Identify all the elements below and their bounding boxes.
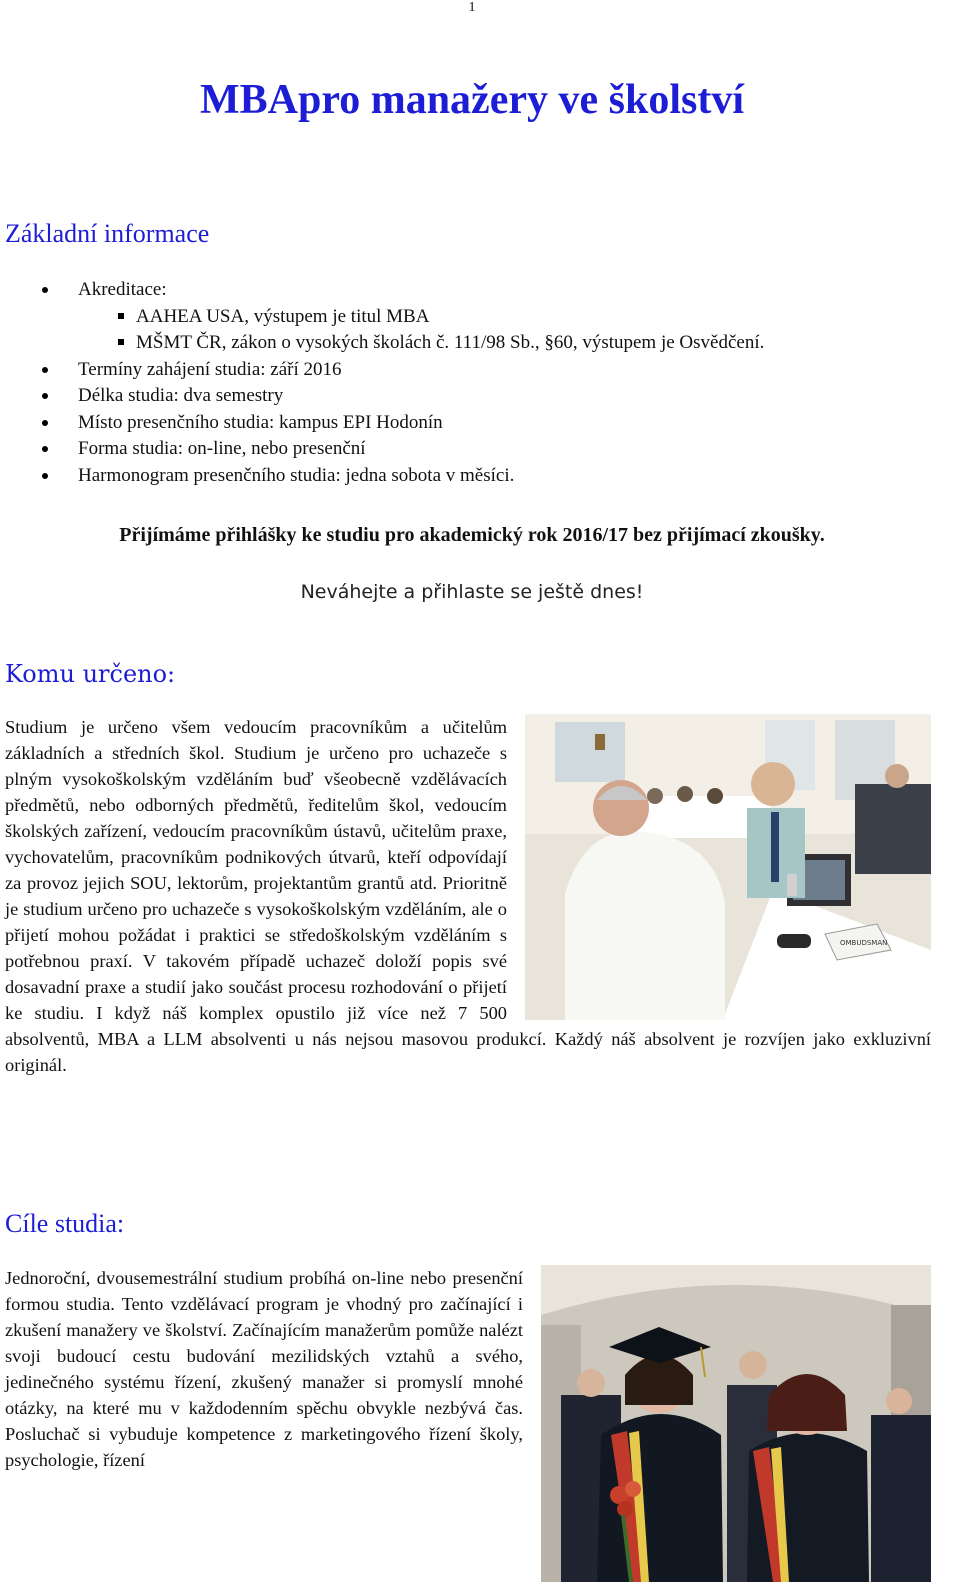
page-number: 1 (468, 0, 476, 15)
heading-goals: Cíle studia: (5, 1209, 125, 1238)
call-to-action: Neváhejte a přihlaste se ještě dnes! (300, 581, 644, 603)
heading-audience: Komu určeno: (5, 660, 176, 688)
accreditation-label: Akreditace: (78, 279, 167, 300)
heading-basic-info: Základní informace (5, 219, 210, 248)
accreditation-sublist (78, 304, 764, 357)
graduation-photo (541, 1265, 931, 1582)
list-item-location: Místo presenčního studia: kampus EPI Hodonín (0, 410, 764, 437)
basic-info-list (0, 277, 764, 489)
audience-paragraph: Studium je určeno všem vedoucím pracovníkům a učitelům základních a středních škol. Studium je určeno pro uchazeče s plným vysokoškolským vzděláním buď všeobecně vzdělávacích předmětů, nebo odborných předmětů, ředitelům škol, vedoucím školských zařízení, vedoucím pracovníkům ústavů, učitelům praxe, vychovatelům, pracovníkům podnikových útvarů, kteří odpovídají za provoz jejich SOU, lektorům, projektantům grantů atd. Prioritně je studium určeno pro uchazeče s vysokoškolským vzděláním, ale o přijetí mohou požádat i praktici se středoškolským vzděláním s potřebnou praxí. V takovém případě uchazeč doloží popis své dosavadní praxe a studií jako součást procesu rozhodování o přijetí ke studiu. I když náš komplex opustilo již více než 7 500 absolventů, MBA a LLM absolventi u nás nejsou masovou produkcí. Každý náš absolvent je rozvíjen jako exkluzivní originál. (5, 717, 931, 1075)
accreditation-item: MŠMT ČR, zákon o vysokých školách č. 111/98 Sb., §60, výstupem je Osvědčení. (78, 330, 764, 357)
accreditation-item: AAHEA USA, výstupem je titul MBA (78, 304, 764, 331)
list-item-form: Forma studia: on-line, nebo presenční (0, 436, 764, 463)
list-item-start-date: Termíny zahájení studia: září 2016 (0, 357, 764, 384)
ombudsman-sign: OMBUDSMAN (840, 939, 888, 947)
consultation-photo (525, 714, 931, 1020)
list-item-accreditation (0, 277, 764, 357)
admission-note: Přijímáme přihlášky ke studiu pro akademický rok 2016/17 bez přijímací zkoušky. (119, 524, 825, 546)
goals-paragraph: Jednoroční, dvousemestrální studium probíhá on-line nebo presenční formou studia. Tento vzdělávací program je vhodný pro začínající i zkušení manažery ve školství. Začínajícím manažerům pomůže nalézt svoji budoucí cestu budování mezilidských vztahů a svého, jedinečného systému řízení, zkušený manažer si promyslí mnohé otázky, na které mu v každodenním spěchu obvykle nezbývá čas. Posluchač si vybuduje kompetence z marketingového řízení školy, psychologie, řízení (5, 1268, 523, 1470)
list-item-duration: Délka studia: dva semestry (0, 383, 764, 410)
list-item-schedule: Harmonogram presenčního studia: jedna sobota v měsíci. (0, 463, 764, 490)
document-title: MBApro manažery ve školství (199, 77, 744, 123)
goals-section (5, 1265, 931, 1584)
audience-section (5, 714, 931, 1078)
